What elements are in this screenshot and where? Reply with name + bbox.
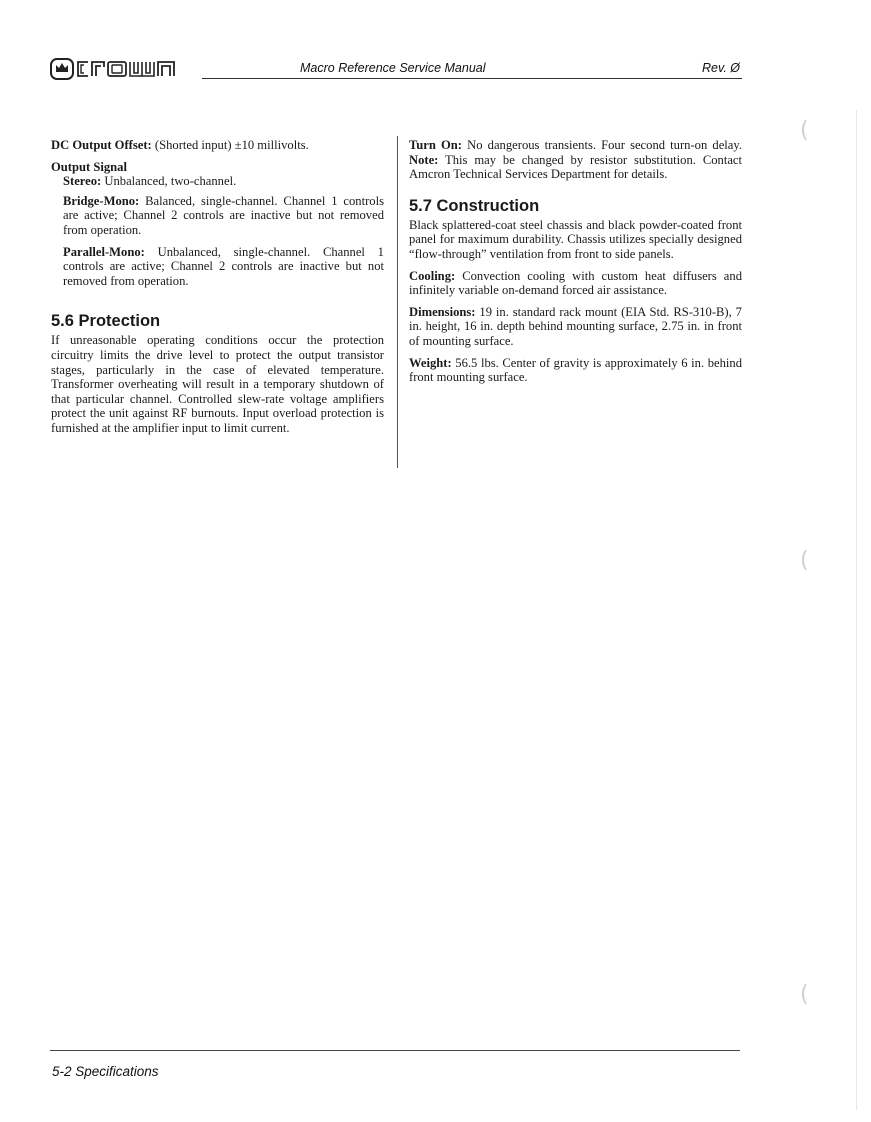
binder-hole-mark: ( xyxy=(800,118,809,143)
crown-logo xyxy=(50,56,200,82)
revision-label: Rev. Ø xyxy=(702,61,740,75)
dc-offset-text: (Shorted input) ±10 millivolts. xyxy=(154,138,309,152)
page-footer: 5-2 Specifications xyxy=(52,1064,159,1079)
construction-section-title: 5.7 Construction xyxy=(409,196,540,215)
binder-hole-mark: ( xyxy=(800,548,809,573)
bridge-mono-spec xyxy=(51,194,384,238)
turn-on-text: No dangerous transients. Four second turn-on delay. xyxy=(467,138,742,152)
parallel-mono-spec xyxy=(51,245,384,289)
footer-rule xyxy=(50,1050,740,1051)
right-column xyxy=(409,138,742,392)
bridge-mono-label: Bridge-Mono: xyxy=(63,193,140,208)
bridge-mono-text: Balanced, single-channel. Channel 1 controls are active; Channel 2 controls are inactive but not removed from operation. xyxy=(63,193,384,237)
dimensions-text: 19 in. standard rack mount (EIA Std. RS-310-B), 7 in. height, 16 in. depth behind mounting surface, 2.75 in. in front of mounting surface. xyxy=(409,304,742,348)
parallel-mono-text: Unbalanced, single-channel. Channel 1 controls are active; Channel 2 controls are inactive but not removed from operation. xyxy=(63,244,384,288)
stereo-label: Stereo: xyxy=(63,174,102,189)
weight-spec xyxy=(409,356,742,385)
turn-on-spec xyxy=(409,138,742,182)
stereo-text: Unbalanced, two-channel. xyxy=(104,174,237,189)
weight-text: 56.5 lbs. Center of gravity is approximately 6 in. behind front mounting surface. xyxy=(409,355,742,385)
turn-on-note-text: This may be changed by resistor substitution. Contact Amcron Technical Services Department for details. xyxy=(409,152,742,182)
turn-on-label: Turn On: xyxy=(409,138,462,152)
protection-section-title: 5.6 Protection xyxy=(51,312,161,331)
weight-label: Weight: xyxy=(409,355,452,370)
cooling-spec xyxy=(409,269,742,298)
scan-edge-line xyxy=(856,110,857,1110)
protection-text: If unreasonable operating conditions occur the protection circuitry limits the drive level to protect the output transistor stages, particularly in the case of elevated temperature. Transformer overheating will result in a temporary shutdown of that particular channel. Controlled slew-rate voltage amplifiers protect the unit against RF burnouts. Input overload protection is furnished at the amplifier input to limit current. xyxy=(51,333,384,435)
dimensions-label: Dimensions: xyxy=(409,304,476,319)
dc-offset-label: DC Output Offset: xyxy=(51,138,152,152)
column-divider xyxy=(397,136,398,468)
stereo-spec xyxy=(51,174,384,189)
turn-on-note-label: Note: xyxy=(409,152,439,167)
cooling-text: Convection cooling with custom heat diffusers and infinitely variable on-demand forced air assistance. xyxy=(409,268,742,298)
parallel-mono-label: Parallel-Mono: xyxy=(63,244,145,259)
dc-offset-spec xyxy=(51,138,384,153)
manual-title: Macro Reference Service Manual xyxy=(300,61,486,75)
binder-hole-mark: ( xyxy=(800,982,809,1007)
left-column xyxy=(51,138,384,443)
cooling-label: Cooling: xyxy=(409,268,456,283)
page-header xyxy=(50,56,742,82)
header-rule xyxy=(202,78,742,79)
dimensions-spec xyxy=(409,305,742,349)
output-signal-heading: Output Signal xyxy=(51,159,127,174)
construction-text: Black splattered-coat steel chassis and black powder-coated front panel for maximum durability. Chassis utilizes specially designed “flow-through” ventilation from front to side panels. xyxy=(409,217,742,261)
